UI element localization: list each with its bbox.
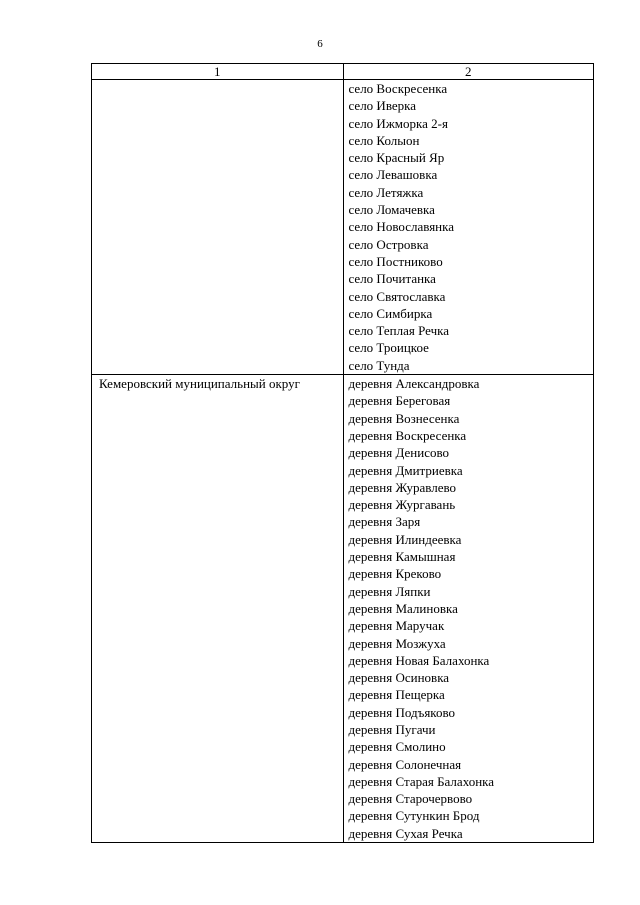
- settlement-name: деревня Денисово: [348, 445, 450, 461]
- settlement-name: деревня Дмитриевка: [348, 462, 463, 478]
- settlement-name: деревня Подъяково: [348, 704, 456, 720]
- settlement-name: деревня Сутункин Брод: [348, 808, 480, 824]
- settlements-table: [91, 63, 594, 843]
- settlement-name: деревня Вознесенка: [348, 410, 460, 426]
- settlement-name: деревня Сухая Речка: [348, 825, 463, 841]
- settlement-name: село Левашовка: [348, 167, 438, 183]
- settlement-name: деревня Журавлево: [348, 479, 457, 495]
- settlement-name: село Ижморка 2-я: [348, 115, 448, 131]
- settlement-name: деревня Мозжуха: [348, 635, 446, 651]
- settlement-name: село Иверка: [348, 98, 417, 114]
- table-body: [92, 80, 594, 843]
- settlement-name: деревня Ляпки: [348, 583, 431, 599]
- settlement-name: деревня Камышная: [348, 549, 456, 565]
- settlement-name: деревня Осиновка: [348, 670, 450, 686]
- settlement-name: село Колыон: [348, 132, 420, 148]
- settlement-name: село Летяжка: [348, 184, 424, 200]
- settlement-name: село Красный Яр: [348, 150, 445, 166]
- settlement-name: деревня Старая Балахонка: [348, 773, 495, 789]
- settlement-name: деревня Береговая: [348, 393, 451, 409]
- settlement-name: село Теплая Речка: [348, 323, 450, 339]
- settlement-name: деревня Малиновка: [348, 600, 458, 616]
- settlement-name: деревня Пещерка: [348, 687, 445, 703]
- settlement-name: село Воскресенка: [348, 81, 448, 96]
- settlement-name: село Симбирка: [348, 305, 433, 321]
- settlement-name: село Троицкое: [348, 340, 429, 356]
- page-number: 6: [317, 38, 323, 50]
- settlement-name: деревня Старочервово: [348, 791, 473, 807]
- settlement-name: деревня Заря: [348, 514, 421, 530]
- column-header-1: 1: [92, 64, 344, 80]
- district-cell: [92, 80, 344, 375]
- settlement-name: село Новославянка: [348, 219, 455, 235]
- settlement-name: деревня Солонечная: [348, 756, 462, 772]
- settlement-name: село Святославка: [348, 288, 446, 304]
- settlement-name: село Тунда: [348, 357, 410, 373]
- settlement-name: деревня Креково: [348, 566, 442, 582]
- settlement-name: село Ломачевка: [348, 202, 435, 218]
- settlement-name: деревня Жургавань: [348, 497, 456, 513]
- settlement-name: деревня Новая Балахонка: [348, 652, 490, 668]
- settlement-name: село Островка: [348, 236, 429, 252]
- column-header-2: 2: [343, 64, 594, 80]
- settlement-name: село Постниково: [348, 253, 443, 269]
- places-cell: [343, 375, 594, 843]
- places-cell: [343, 80, 594, 375]
- settlement-name: деревня Александровка: [348, 376, 480, 392]
- settlement-name: село Почитанка: [348, 271, 436, 287]
- settlement-name: деревня Смолино: [348, 739, 446, 755]
- settlement-name: деревня Илиндеевка: [348, 531, 462, 547]
- table-row: [92, 80, 594, 375]
- settlement-name: деревня Воскресенка: [348, 427, 467, 443]
- settlement-name: деревня Маручак: [348, 618, 445, 634]
- table-row: [92, 375, 594, 843]
- settlement-name: деревня Пугачи: [348, 721, 436, 737]
- table-header-row: [92, 64, 594, 80]
- district-cell: Кемеровский муниципальный округ: [92, 375, 344, 843]
